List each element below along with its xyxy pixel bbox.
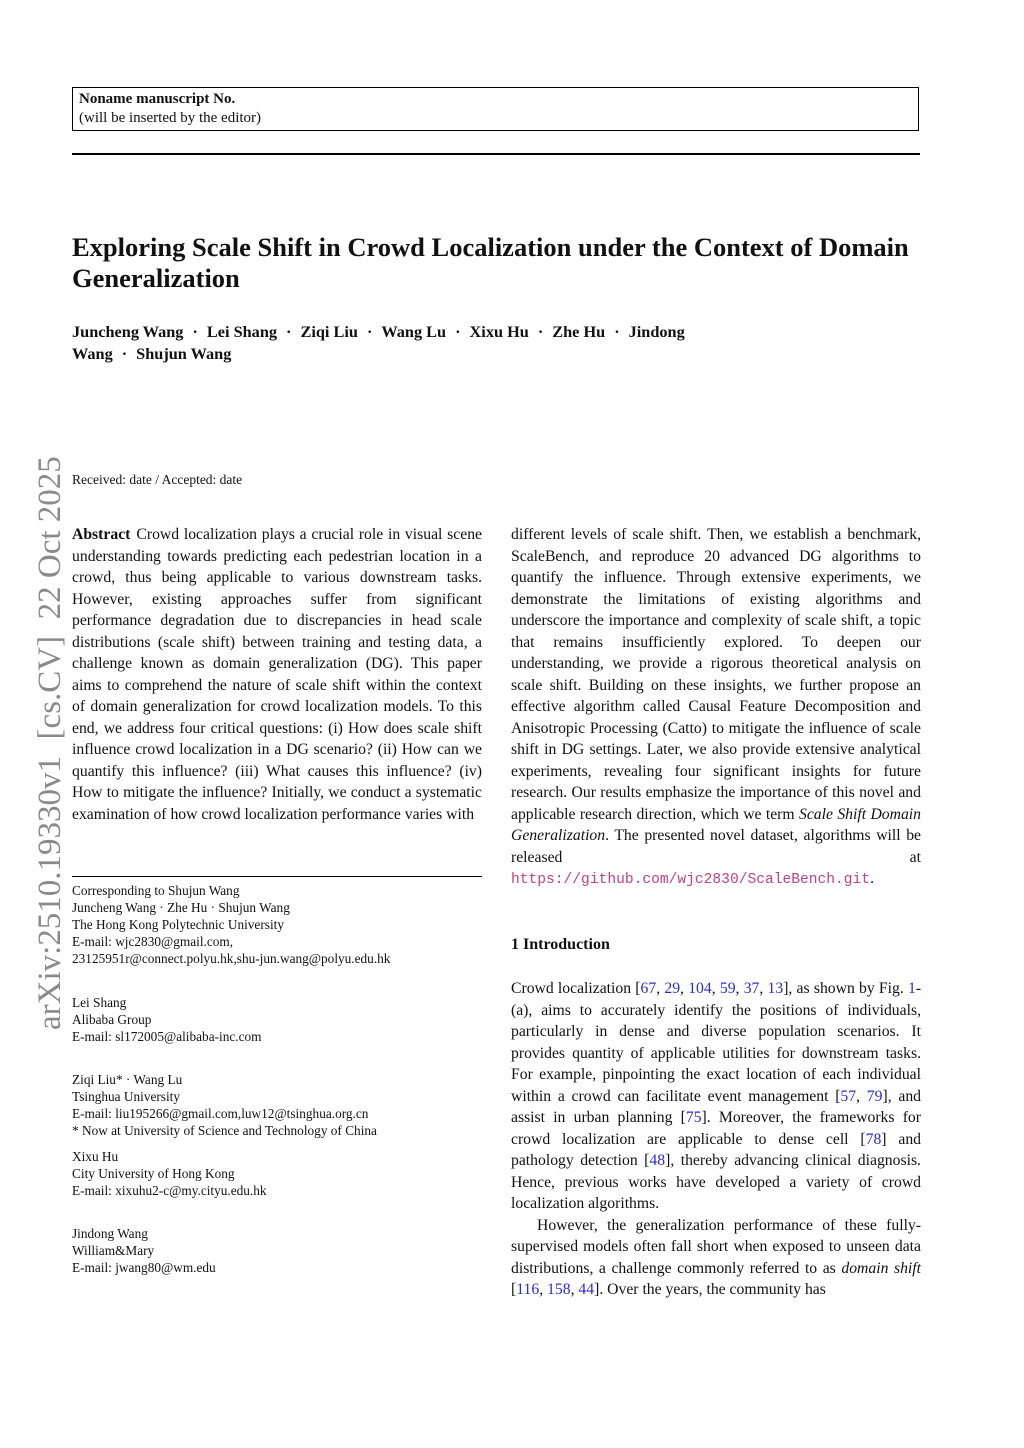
paper-title: Exploring Scale Shift in Crowd Localization under the Context of Domain Generalization (72, 232, 909, 293)
editor-box (72, 87, 919, 131)
abstract-text: Crowd localization plays a crucial role in visual scene understanding towards predicting each pedestrian location in a crowd, thus being applicable to various downstream tasks. However, existing approaches suffer from significant performance degradation due to discrepancies in head scale distributions (scale shift) between training and testing data, a challenge known as domain generalization (DG). This paper aims to comprehend the nature of scale shift within the context of domain generalization for crowd localization models. To this end, we address four critical questions: (i) How does scale shift influence crowd localization in a DG scenario? (ii) How can we quantify this influence? (iii) What causes this influence? (iv) How to mitigate the influence? Initially, we conduct a systematic examination of how crowd localization performance varies with (72, 526, 482, 823)
affiliation-wm (72, 1225, 492, 1276)
corresponding-author (72, 882, 492, 967)
intro-text: [ (511, 1281, 517, 1298)
intro-text: However, the generalization performance of these fully-supervised models often fall short when exposed to unseen data distributions, a challenge commonly referred to as (511, 1216, 921, 1277)
affiliation-alibaba (72, 994, 492, 1045)
footnote-line: Xixu Hu (72, 1149, 119, 1164)
citation-link[interactable]: 79 (866, 1087, 883, 1105)
citation-link[interactable]: 158 (547, 1281, 571, 1298)
intro-text: -(a), aims to accurately identify the positions of individuals, particularly in dense and diverse population scenarios. It provides quantity of applicable utilities for downstream tasks. For example, pinpointing the exact location of each individual within a crowd can facilitate event management [ (511, 980, 922, 1105)
footnote-line: William&Mary (72, 1243, 155, 1258)
footnote-line: Lei Shang (72, 995, 127, 1010)
intro-text: ], thereby advancing clinical diagnosis. Hence, previous works have developed a variety of crowd localization algorithms. (511, 1152, 921, 1212)
author: Juncheng Wang (72, 322, 184, 341)
abstract-term: Scale Shift Domain Generalization (511, 805, 922, 844)
footnote-line: E-mail: jwang80@wm.edu (72, 1260, 216, 1275)
author: Lei Shang (206, 322, 278, 341)
intro-text: ], as shown by Fig. (783, 980, 908, 997)
footnote-line: * Now at University of Science and Technology of China (72, 1123, 377, 1138)
citation-link[interactable]: 78 (865, 1130, 882, 1148)
footnote-line: E-mail: sl172005@alibaba-inc.com (72, 1029, 262, 1044)
footnote-line: Corresponding to Shujun Wang (72, 883, 240, 898)
author-separator: · (537, 322, 544, 341)
intro-text: ], and assist in urban planning [ (511, 1087, 922, 1126)
citation-link[interactable]: 59 (719, 980, 736, 997)
abstract-text-continued: different levels of scale shift. Then, we establish a benchmark, ScaleBench, and reproduce 20 advanced DG algorithms to quantify the influence. Through extensive experiments, we demonstrate the limitations of existing algorithms and underscore the importance and complexity of scale shift, a topic that remains insufficiently explored. To deepen our understanding, we provide a rigorous theoretical analysis on scale shift. Building on these insights, we further propose an effective algorithm called Causal Feature Decomposition and Anisotropic Processing (Catto) to mitigate the influence of scale shift in DG settings. Later, we also provide extensive analytical experiments, revealing four significant insights for future research. Our results emphasize the importance of this novel and applicable research direction, which we term (511, 526, 921, 823)
affiliation-tsinghua (72, 1071, 492, 1139)
footnote-line: Juncheng Wang · Zhe Hu · Shujun Wang (72, 900, 290, 915)
citation-link[interactable]: 29 (664, 980, 681, 997)
figure-link[interactable]: 1 (907, 980, 916, 997)
abstract-right-column (511, 524, 921, 892)
author-separator: · (192, 322, 198, 341)
header-rule (72, 153, 920, 155)
citation-link[interactable]: 48 (649, 1152, 666, 1169)
abstract-period: . (870, 870, 874, 887)
footnote-line: E-mail: xixuhu2-c@my.cityu.edu.hk (72, 1183, 267, 1198)
footnote-line: City University of Hong Kong (72, 1166, 235, 1181)
abstract-label: Abstract (72, 526, 131, 543)
author-list (72, 321, 772, 365)
author: Jindong Wang (72, 322, 685, 363)
footnote-line: The Hong Kong Polytechnic University (72, 917, 284, 932)
received-date: Received: date / Accepted: date (72, 472, 243, 487)
abstract-text-end: . The presented novel dataset, algorithms will be released at (511, 827, 921, 866)
citation-link[interactable]: 116 (516, 1281, 540, 1298)
footnote-line: E-mail: wjc2830@gmail.com, (72, 934, 234, 949)
footnote-line: 23125951r@connect.polyu.hk,shu-jun.wang@polyu.edu.hk (72, 951, 391, 966)
author-separator: · (366, 322, 373, 341)
citation-link[interactable]: 13 (767, 980, 784, 997)
citation-link[interactable]: 75 (685, 1109, 702, 1126)
manuscript-number: Noname manuscript No. (79, 91, 236, 107)
citation-link[interactable]: 104 (688, 980, 712, 997)
github-link[interactable]: https://github.com/wjc2830/ScaleBench.git (511, 872, 871, 888)
intro-term: domain shift (841, 1259, 921, 1277)
abstract-left-column (72, 524, 482, 825)
footnote-line: Ziqi Liu* · Wang Lu (72, 1072, 183, 1087)
affiliation-cityu (72, 1148, 492, 1199)
author: Shujun Wang (136, 344, 232, 363)
footnote-line: Tsinghua University (72, 1089, 181, 1104)
arxiv-identifier: arXiv:2510.19330v1 [cs.CV] 22 Oct 2025 (32, 456, 68, 1030)
intro-text: Crowd localization [ (511, 980, 641, 997)
footnote-line: Jindong Wang (72, 1226, 148, 1241)
author: Wang Lu (381, 322, 447, 341)
citation-link[interactable]: 44 (578, 1281, 595, 1298)
citation-link[interactable]: 67 (640, 980, 657, 997)
introduction-text: Crowd localization [67, 29, 104, 59, 37, 13], as shown by Fig. 1-(a), aims to accurately identify the positions of individuals, particularly in dense and diverse population scenarios. It provides quantity of applicable utilities for downstream tasks. For example, pinpointing the exact location of each individual within a crowd can facilitate event management [57, 79], and assist in urban planning [75]. Moreover, the frameworks for crowd localization are applicable to dense cell [78] and pathology detection [48], thereby advancing clinical diagnosis. Hence, previous works have developed a variety of crowd localization algorithms. However, the generalization performance of these fully-supervised models often fall short when exposed to unseen data distributions, a challenge commonly referred to as domain shift [116, 158, 44]. Over the years, the community has (511, 980, 922, 1298)
footnote-line: Alibaba Group (72, 1012, 152, 1027)
intro-text: ]. Over the years, the community has (594, 1281, 826, 1298)
author-separator: · (614, 322, 620, 341)
author: Xixu Hu (469, 322, 529, 341)
author-separator: · (286, 322, 292, 341)
intro-text: ]. Moreover, the frameworks for crowd localization are applicable to dense cell [ (511, 1109, 921, 1148)
author-separator: · (121, 344, 128, 363)
author: Ziqi Liu (300, 322, 358, 341)
author-separator: · (455, 322, 461, 341)
section-heading: 1 Introduction (511, 936, 610, 953)
intro-text: ] and pathology detection [ (511, 1130, 922, 1169)
footnote-line: E-mail: liu195266@gmail.com,luw12@tsinghua.org.cn (72, 1106, 369, 1121)
citation-link[interactable]: 37 (743, 980, 760, 997)
citation-link[interactable]: 57 (840, 1087, 857, 1105)
editor-note: (will be inserted by the editor) (79, 110, 262, 126)
footnote-rule (72, 876, 482, 877)
author: Zhe Hu (552, 322, 606, 341)
